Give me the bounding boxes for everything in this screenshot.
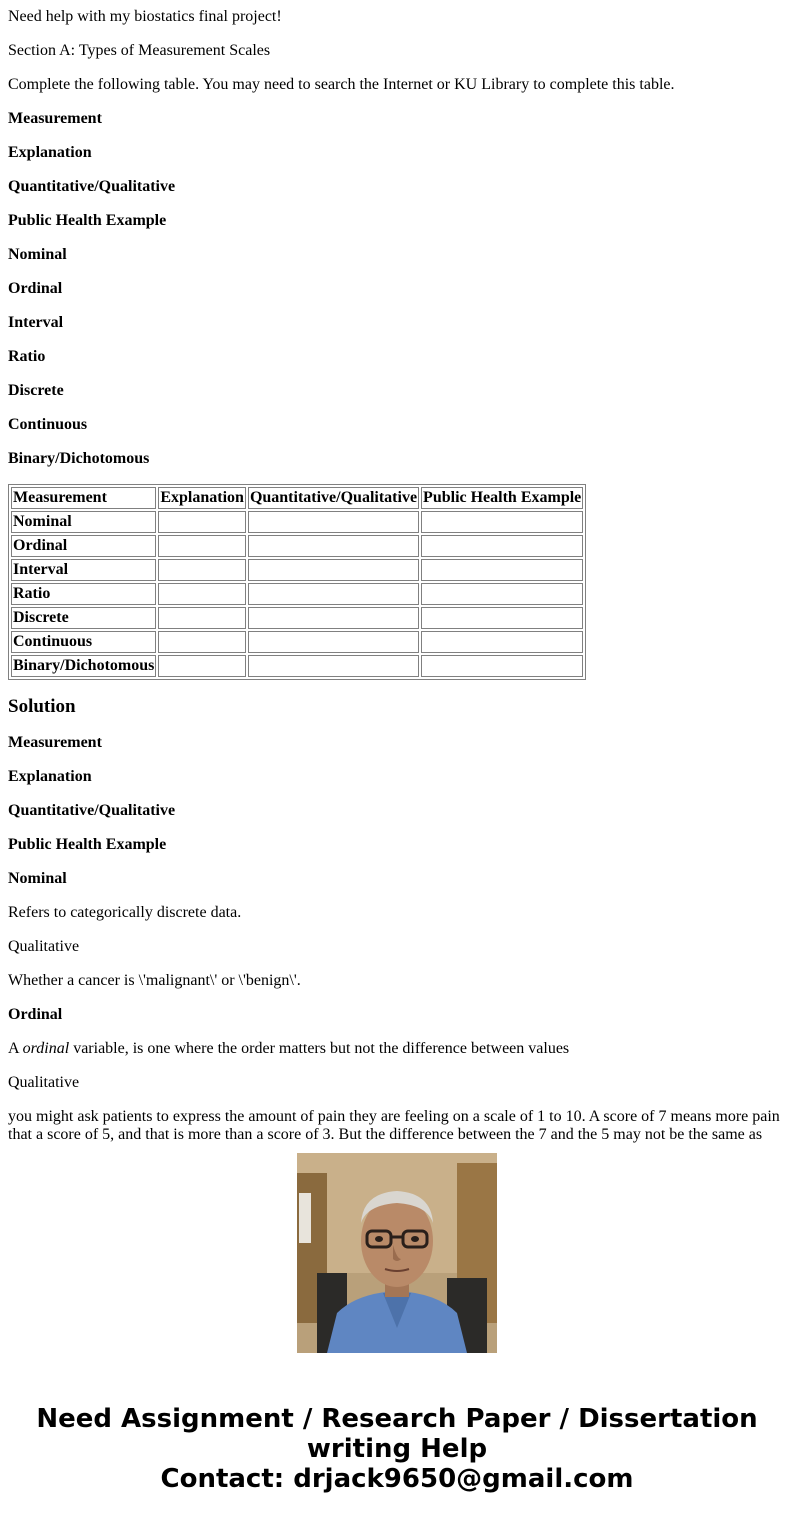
solution-header-example: Public Health Example [8,836,167,853]
table-row-label: Continuous [11,631,156,653]
solution-ordinal-label: Ordinal [8,1006,63,1023]
promo-contact: Contact: drjack9650@gmail.com [160,1464,634,1494]
table-row-label: Discrete [11,607,156,629]
table-row [11,607,583,629]
solution-nominal-type: Qualitative [8,938,80,955]
table-cell-empty [421,511,583,533]
solution-nominal-label: Nominal [8,870,67,887]
header-explanation: Explanation [8,144,92,161]
table-row [11,655,583,677]
table-header-cell: Explanation [158,487,246,509]
table-cell-empty [421,559,583,581]
table-row [11,511,583,533]
table-cell-empty [158,511,246,533]
instructions-text: Complete the following table. You may need to search the Internet or KU Library to complete this table. [8,76,675,93]
table-header-cell: Quantitative/Qualitative [248,487,419,509]
solution-nominal-explanation: Refers to categorically discrete data. [8,904,242,921]
promo-banner [0,1122,794,1523]
table-cell-empty [248,535,419,557]
table-cell-empty [248,631,419,653]
header-example: Public Health Example [8,212,167,229]
scale-binary: Binary/Dichotomous [8,450,150,467]
scale-nominal: Nominal [8,246,67,263]
table-header-cell: Public Health Example [421,487,583,509]
table-cell-empty [421,655,583,677]
table-cell-empty [158,655,246,677]
avatar [297,1153,497,1353]
table-cell-empty [421,583,583,605]
promo-text [0,1404,794,1494]
promo-line: Need Assignment / Research Paper / Dissertation [36,1404,758,1434]
table-cell-empty [248,583,419,605]
table-cell-empty [421,535,583,557]
scale-continuous: Continuous [8,416,88,433]
table-cell-empty [158,631,246,653]
table-header-row [11,487,583,509]
table-cell-empty [158,559,246,581]
table-row-label: Nominal [11,511,156,533]
measurement-table [8,484,586,680]
table-cell-empty [158,535,246,557]
table-row [11,559,583,581]
header-measurement: Measurement [8,110,102,127]
table-cell-empty [248,607,419,629]
table-cell-empty [248,655,419,677]
table-cell-empty [421,631,583,653]
scale-ratio: Ratio [8,348,46,365]
table-cell-empty [248,511,419,533]
table-row-label: Ordinal [11,535,156,557]
table-header-cell: Measurement [11,487,156,509]
person-photo-icon [297,1153,497,1353]
table-cell-empty [158,583,246,605]
explanation-suffix: variable, is one where the order matters but not the difference between values [69,1040,570,1057]
solution-header-measurement: Measurement [8,734,102,751]
table-row-label: Interval [11,559,156,581]
header-type: Quantitative/Qualitative [8,178,176,195]
table-row [11,583,583,605]
table-cell-empty [158,607,246,629]
solution-heading: Solution [8,696,76,717]
scale-ordinal: Ordinal [8,280,63,297]
promo-line: writing Help [306,1434,488,1464]
table-cell-empty [421,607,583,629]
solution-nominal-example: Whether a cancer is \'malignant\' or \'benign\'. [8,972,301,989]
solution-ordinal-example: you might ask patients to express the amount of pain they are feeling on a scale of 1 to 10. A score of 7 means more pain that a score of 5, and that is more than a score of 3. But the difference between the 7 and the 5 may not be the same as [8,1108,780,1143]
explanation-emphasis: ordinal [22,1040,70,1057]
table-cell-empty [248,559,419,581]
scale-discrete: Discrete [8,382,64,399]
table-row [11,535,583,557]
explanation-prefix: A [8,1040,23,1057]
solution-header-type: Quantitative/Qualitative [8,802,176,819]
table-row-label: Binary/Dichotomous [11,655,156,677]
solution-ordinal-type: Qualitative [8,1074,80,1091]
section-heading: Section A: Types of Measurement Scales [8,42,271,59]
scale-interval: Interval [8,314,64,331]
solution-header-explanation: Explanation [8,768,92,785]
table-row-label: Ratio [11,583,156,605]
solution-ordinal-explanation [8,1032,786,1066]
question-title: Need help with my biostatics final project! [8,8,282,25]
table-row [11,631,583,653]
document-body [8,0,786,1143]
